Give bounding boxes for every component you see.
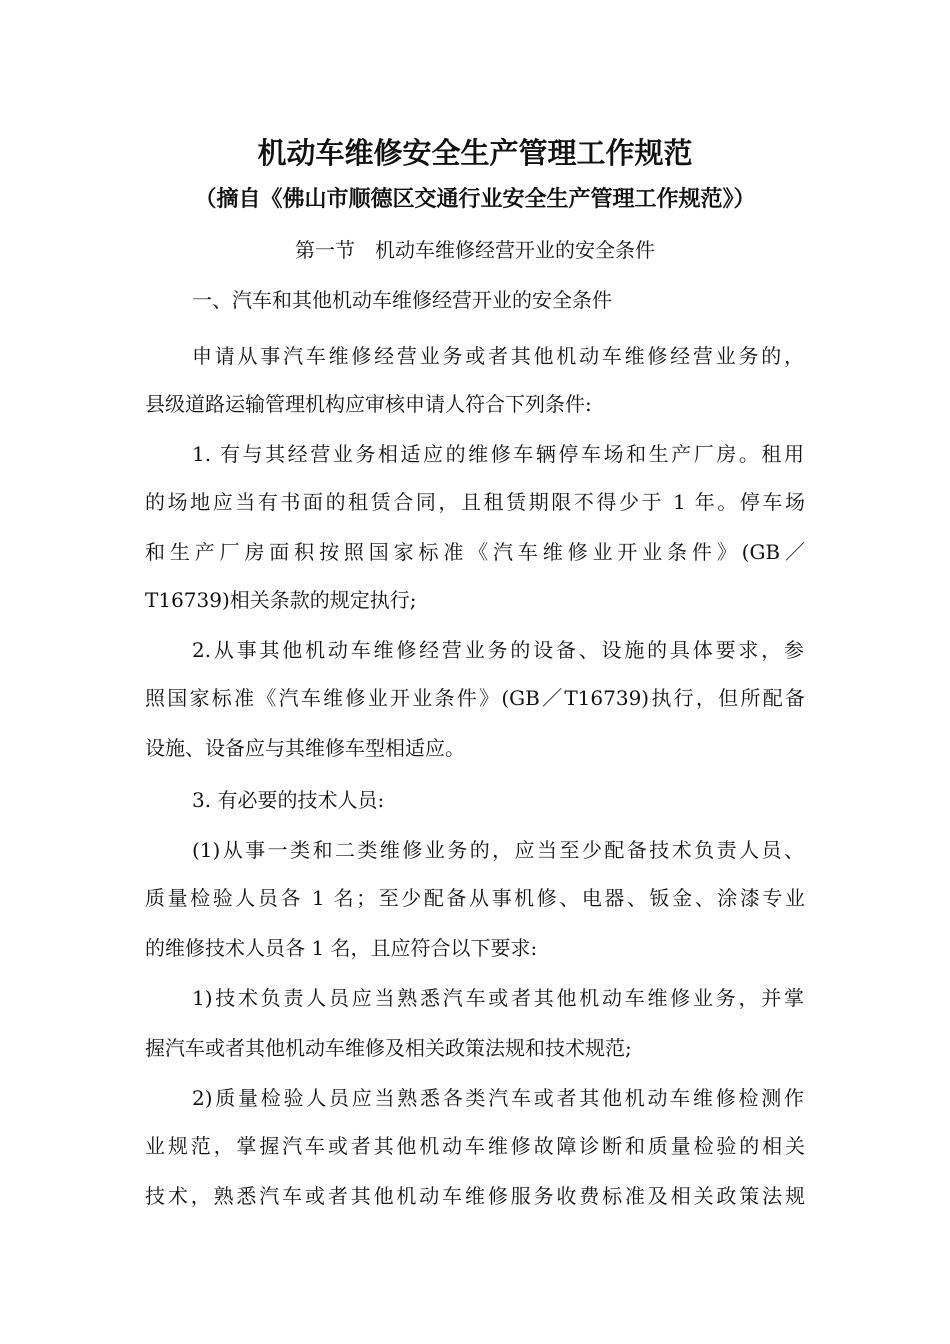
paragraph-line: 3. 有必要的技术人员: <box>192 788 385 812</box>
document-title: 机动车维修安全生产管理工作规范 <box>257 136 693 170</box>
section-heading: 第一节 机动车维修经营开业的安全条件 <box>295 238 655 262</box>
paragraph-line: 申请从事汽车维修经营业务或者其他机动车维修经营业务的， <box>192 344 804 368</box>
paragraph-line: 技术，熟悉汽车或者其他机动车维修服务收费标准及相关政策法规 <box>145 1184 805 1208</box>
paragraph-line: 和生产厂房面积按照国家标准《汽车维修业开业条件》(GB／ <box>145 540 805 564</box>
paragraph-line: 设施、设备应与其维修车型相适应。 <box>145 736 465 760</box>
paragraph-line: 2)质量检验人员应当熟悉各类汽车或者其他机动车维修检测作 <box>192 1086 804 1110</box>
paragraph-line: 1. 有与其经营业务相适应的维修车辆停车场和生产厂房。租用 <box>192 442 804 466</box>
paragraph-line: 质量检验人员各 1 名；至少配备从事机修、电器、钣金、涂漆专业 <box>145 886 805 910</box>
paragraph-line: 的维修技术人员各 1 名，且应符合以下要求: <box>145 936 538 960</box>
paragraph-line: 县级道路运输管理机构应审核申请人符合下列条件: <box>145 392 592 416</box>
paragraph-line: 业规范，掌握汽车或者其他机动车维修故障诊断和质量检验的相关 <box>145 1134 805 1158</box>
paragraph-line: T16739)相关条款的规定执行; <box>145 588 417 612</box>
paragraph-line: 2.从事其他机动车维修经营业务的设备、设施的具体要求，参 <box>192 638 804 662</box>
paragraph-line: (1)从事一类和二类维修业务的，应当至少配备技术负责人员、 <box>192 838 804 862</box>
paragraph-line: 照国家标准《汽车维修业开业条件》(GB／T16739)执行，但所配备 <box>145 686 805 710</box>
document-subtitle: （摘自《佛山市顺德区交通行业安全生产管理工作规范》） <box>194 187 756 212</box>
paragraph-line: 一、汽车和其他机动车维修经营开业的安全条件 <box>192 288 612 312</box>
paragraph-line: 握汽车或者其他机动车维修及相关政策法规和技术规范; <box>145 1036 632 1060</box>
paragraph-line: 的场地应当有书面的租赁合同，且租赁期限不得少于 1 年。停车场 <box>145 490 805 514</box>
paragraph-line: 1)技术负责人员应当熟悉汽车或者其他机动车维修业务，并掌 <box>192 986 804 1010</box>
